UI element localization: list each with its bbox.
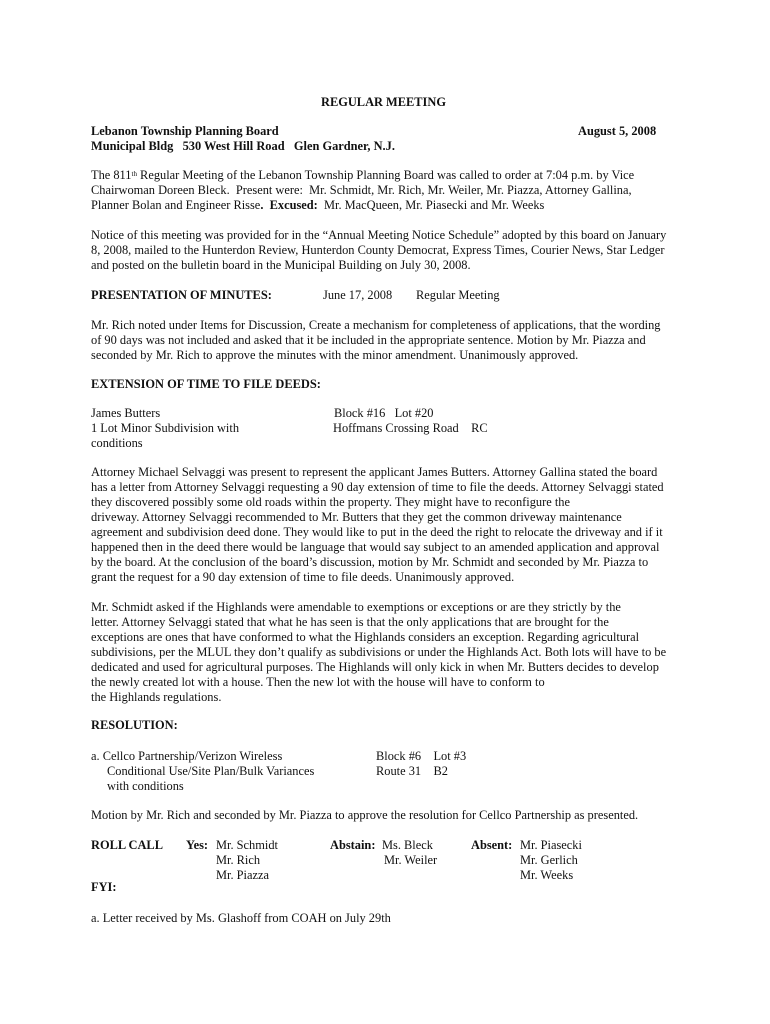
voter-name: Mr. Weiler xyxy=(384,853,438,867)
applicant-name: James Butters xyxy=(91,406,161,420)
extension-heading: EXTENSION OF TIME TO FILE DEEDS: xyxy=(91,377,321,391)
minutes-heading: PRESENTATION OF MINUTES: xyxy=(91,288,272,302)
document-title: REGULAR MEETING xyxy=(321,95,446,109)
meeting-location: Municipal Bldg 530 West Hill Road Glen Gardner, N.J. xyxy=(91,139,395,153)
minutes-line: seconded by Mr. Rich to approve the minutes with the minor amendment. Unanimously approved. xyxy=(91,348,579,362)
intro-text: Mr. MacQueen, Mr. Piasecki and Mr. Weeks xyxy=(317,198,545,212)
intro-text: The 811 xyxy=(91,168,132,182)
extension-para1-line: agreement and subdivision deed done. They would like to put in the deed the right to relocate the driveway and if it xyxy=(91,525,663,539)
voter-name: Mr. Rich xyxy=(216,853,261,867)
voter-name: Mr. Weeks xyxy=(520,868,574,882)
absent-label: Absent: xyxy=(471,838,513,852)
extension-road: Hoffmans Crossing Road RC xyxy=(333,421,488,435)
ordinal-suffix: th xyxy=(131,170,137,178)
intro-text: Planner Bolan and Engineer Risse xyxy=(91,198,261,212)
notice-line: and posted on the bulletin board in the Municipal Building on July 30, 2008. xyxy=(91,258,471,272)
yes-label: Yes xyxy=(186,838,204,852)
minutes-line: of 90 days was not included and asked that it be included in the appropriate sentence. Motion by Mr. Piazza and xyxy=(91,333,646,347)
intro-text: Regular Meeting of the Lebanon Township Planning Board was called to order at 7:04 p.m. by Vice xyxy=(136,168,635,182)
resolution-item: with conditions xyxy=(107,779,184,793)
extension-para2-line: Mr. Schmidt asked if the Highlands were amendable to exemptions or exceptions or are they strictly by the xyxy=(91,600,621,614)
notice-line: Notice of this meeting was provided for in the “Annual Meeting Notice Schedule” adopted by this board on January xyxy=(91,228,667,242)
board-name: Lebanon Township Planning Board xyxy=(91,124,279,138)
intro-line-2: Chairwoman Doreen Bleck. Present were: Mr. Schmidt, Mr. Rich, Mr. Weiler, Mr. Piazza, Attorney Gallina, xyxy=(91,183,632,197)
abstain-votes: Abstain: xyxy=(330,838,376,852)
fyi-heading: FYI: xyxy=(91,880,117,894)
roll-call-heading: ROLL CALL xyxy=(91,838,163,852)
extension-para1-line: happened then in the deed there would be language that would say subject to an amended application and approval xyxy=(91,540,660,554)
resolution-heading: RESOLUTION: xyxy=(91,718,178,732)
yes-votes: Yes: xyxy=(186,838,209,852)
minutes-date: June 17, 2008 xyxy=(323,288,393,302)
extension-para1-line: driveway. Attorney Selvaggi recommended to Mr. Butters that they get the common driveway maintenance xyxy=(91,510,622,524)
resolution-item: a. Cellco Partnership/Verizon Wireless xyxy=(91,749,283,763)
extension-para2-line: the Highlands regulations. xyxy=(91,690,222,704)
minutes-line: Mr. Rich noted under Items for Discussion, Create a mechanism for completeness of applications, that the wording xyxy=(91,318,661,332)
extension-para2-line: the newly created lot with a house. Then the new lot with the house will have to conform to xyxy=(91,675,545,689)
extension-para2-line: subdivisions, per the MLUL they don’t qualify as subdivisions or under the Highlands Act. Both lots will have to be xyxy=(91,645,667,659)
fyi-item: a. Letter received by Ms. Glashoff from COAH on July 29th xyxy=(91,911,391,925)
voter-name: Mr. Schmidt xyxy=(216,838,278,852)
extension-para1-line: has a letter from Attorney Selvaggi requesting a 90 day extension of time to file the deeds. Attorney Selvaggi stated xyxy=(91,480,664,494)
resolution-motion: Motion by Mr. Rich and seconded by Mr. Piazza to approve the resolution for Cellco Partnership as presented. xyxy=(91,808,639,822)
intro-line-1 xyxy=(91,168,634,183)
resolution-block-lot: Block #6 Lot #3 xyxy=(376,749,467,763)
resolution-item: Conditional Use/Site Plan/Bulk Variances xyxy=(107,764,315,778)
extension-block-lot: Block #16 Lot #20 xyxy=(334,406,434,420)
notice-line: 8, 2008, mailed to the Hunterdon Review, Hunterdon County Democrat, Express Times, Courier News, Star Ledger xyxy=(91,243,665,257)
application-description: 1 Lot Minor Subdivision with xyxy=(91,421,240,435)
meeting-date: August 5, 2008 xyxy=(578,124,657,138)
minutes-type: Regular Meeting xyxy=(416,288,500,302)
abstain-label: Abstain xyxy=(330,838,372,852)
extension-para1-line: Attorney Michael Selvaggi was present to represent the applicant James Butters. Attorney Gallina stated the board xyxy=(91,465,658,479)
voter-name: Mr. Gerlich xyxy=(520,853,578,867)
extension-para2-line: letter. Attorney Selvaggi stated that what he has seen is that the only applications that are brought for the xyxy=(91,615,609,629)
intro-line-3 xyxy=(91,198,544,213)
extension-para2-line: dedicated and used for agricultural purposes. The Highlands will only kick in when Mr. Butters decides to develop xyxy=(91,660,659,674)
extension-para2-line: exceptions are ones that have conformed to what the Highlands considers an exception. Regarding agricultural xyxy=(91,630,640,644)
extension-para1-line: grant the request for a 90 day extension of time to file deeds. Unanimously approved. xyxy=(91,570,515,584)
excused-label: . Excused: xyxy=(260,198,318,212)
voter-name: Mr. Piasecki xyxy=(520,838,582,852)
application-description: conditions xyxy=(91,436,143,450)
extension-para1-line: they discovered possibly some old roads within the property. They might have to reconfigure the xyxy=(91,495,570,509)
voter-name: Mr. Piazza xyxy=(216,868,269,882)
resolution-route: Route 31 B2 xyxy=(376,764,448,778)
extension-para1-line: by the board. At the conclusion of the board’s discussion, motion by Mr. Schmidt and seconded by Mr. Piazza to xyxy=(91,555,649,569)
voter-name: Ms. Bleck xyxy=(382,838,433,852)
